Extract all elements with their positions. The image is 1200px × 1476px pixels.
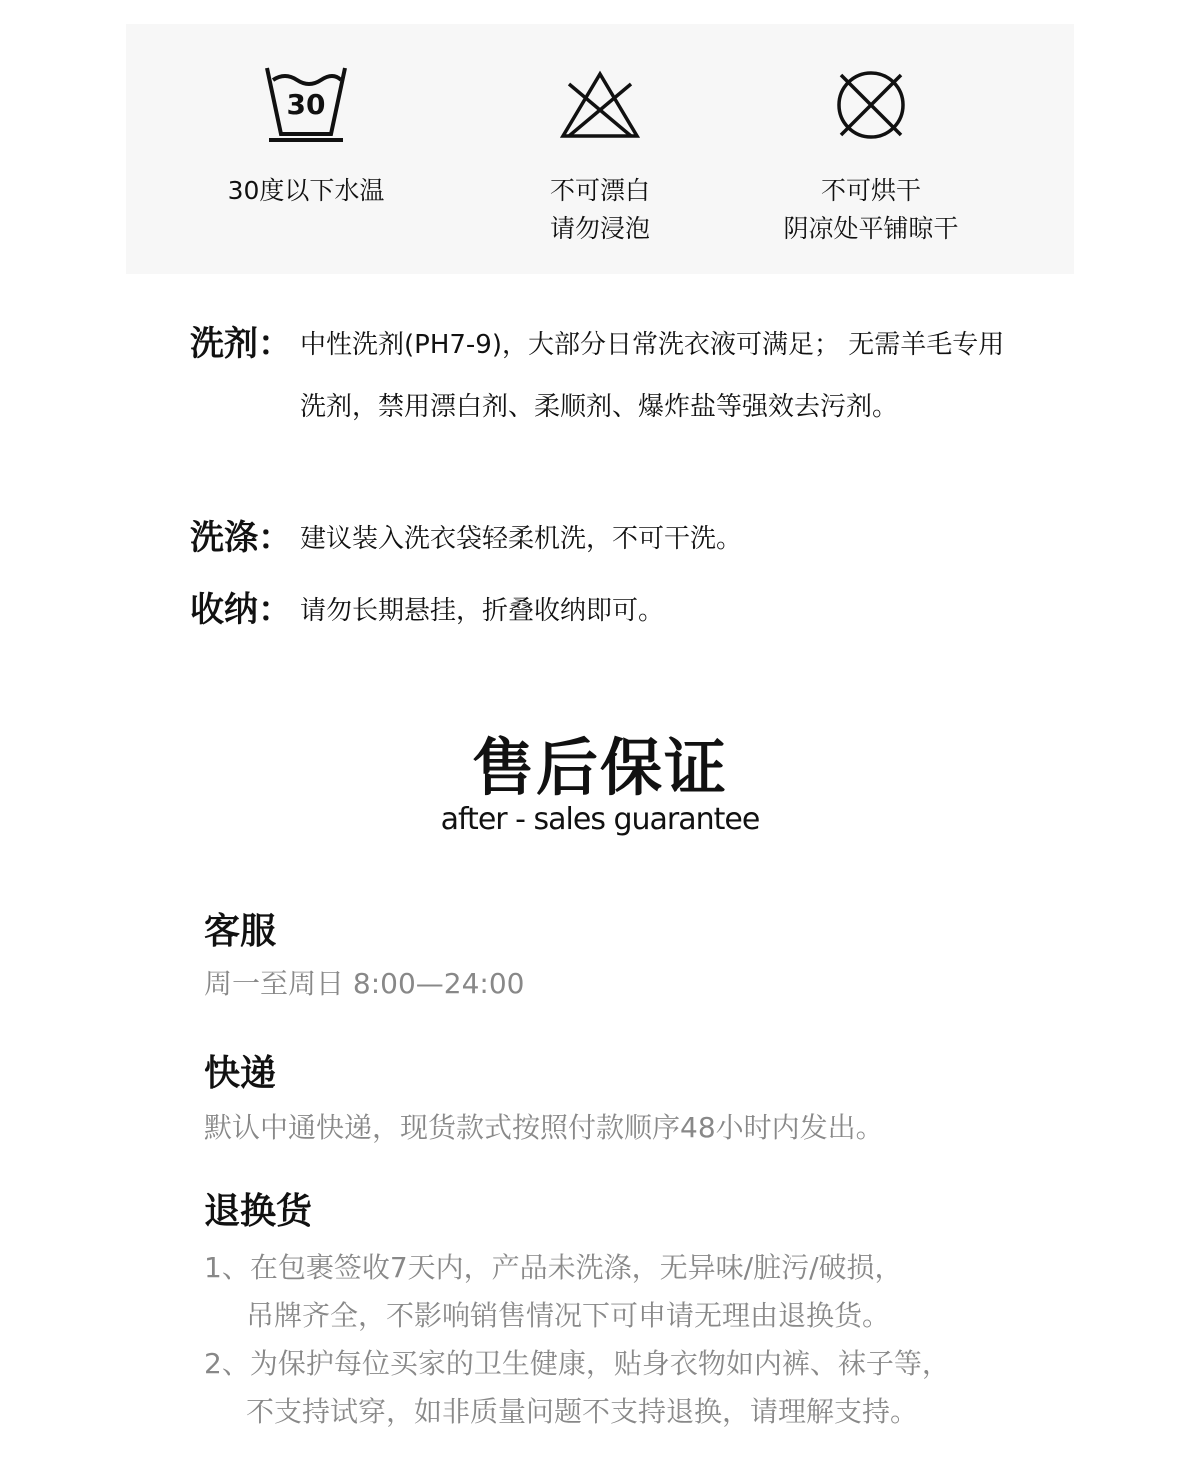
returns-rule-line: 不支持试穿，如非质量问题不支持退换，请理解支持。 (246, 1395, 919, 1428)
returns-rule-line: 2、为保护每位买家的卫生健康，贴身衣物如内裤、袜子等， (204, 1347, 950, 1380)
care-label-bleach: 不可漂白 请勿浸泡 (549, 176, 650, 243)
no-tumble-dry-icon (834, 70, 908, 140)
instruction-text: 请勿长期悬挂，折叠收纳即可。 (300, 596, 665, 626)
care-item-no-bleach (500, 24, 700, 248)
wash-temperature-badge: 30 (286, 88, 326, 121)
customer-service-heading: 客服 (204, 911, 277, 952)
care-symbols-panel (126, 24, 1074, 274)
returns-rule (204, 1340, 1024, 1436)
care-label-dry: 不可烘干 阴凉处平铺晾干 (783, 176, 959, 243)
instruction-term: 洗剂： (190, 324, 292, 364)
instruction-text: 建议装入洗衣袋轻柔机洗，不可干洗。 (300, 524, 743, 554)
wash-30-icon (263, 62, 349, 142)
returns-heading: 退换货 (204, 1191, 313, 1232)
no-bleach-icon (559, 70, 641, 140)
after-sales-subtitle: after - sales guarantee (440, 802, 760, 837)
care-label-wash: 30度以下水温 (227, 176, 385, 205)
instruction-term: 收纳： (190, 590, 292, 630)
care-item-no-tumble-dry (746, 24, 996, 248)
shipping-heading: 快递 (204, 1053, 277, 1094)
care-item-wash-30 (206, 24, 406, 210)
shipping-text: 默认中通快递，现货款式按照付款顺序48小时内发出。 (204, 1111, 884, 1144)
instruction-text: 中性洗剂(PH7-9)，大部分日常洗衣液可满足； 无需羊毛专用洗剂，禁用漂白剂、柔顺剂、爆炸盐等强效去污剂。 (300, 330, 1005, 422)
returns-rule-line: 1、在包裹签收7天内，产品未洗涤，无异味/脏污/破损， (204, 1251, 903, 1284)
instruction-term: 洗涤： (190, 518, 292, 558)
returns-rule-line: 吊牌齐全，不影响销售情况下可申请无理由退换货。 (246, 1299, 891, 1332)
customer-service-hours: 周一至周日 8:00—24:00 (204, 967, 525, 1000)
after-sales-title: 售后保证 (471, 731, 728, 804)
returns-rule (204, 1244, 1024, 1340)
